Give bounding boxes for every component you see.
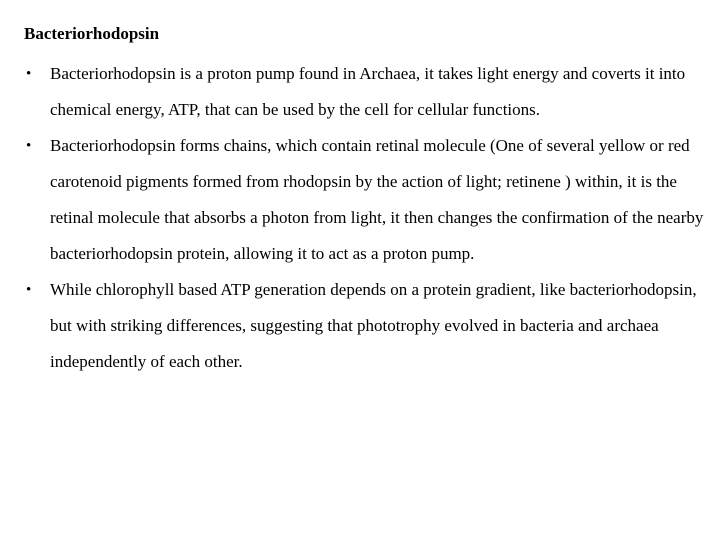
bullet-text: Bacteriorhodopsin forms chains, which contain retinal molecule (One of several yellow or red carotenoid pigments formed from rhodopsin by the action of light; retinene ) within, it is the retinal molecule that absorbs a photon from light, it then changes the confirmation of the nearby bacteriorhodopsin protein, allowing it to act as a proton pump. xyxy=(50,136,704,263)
bullet-item-1 xyxy=(24,56,704,128)
slide-title: Bacteriorhodopsin xyxy=(24,24,160,43)
bullet-dot-icon: • xyxy=(26,66,32,82)
bullet-item-2 xyxy=(24,128,704,272)
bullet-list xyxy=(24,56,704,380)
bullet-item-3 xyxy=(24,272,704,380)
bullet-text: While chlorophyll based ATP generation depends on a protein gradient, like bacteriorhodopsin, but with striking differences, suggesting that phototrophy evolved in bacteria and archaea independently of each other. xyxy=(50,280,697,371)
bullet-dot-icon: • xyxy=(26,138,32,154)
bullet-text: Bacteriorhodopsin is a proton pump found in Archaea, it takes light energy and coverts it into chemical energy, ATP, that can be used by the cell for cellular functions. xyxy=(50,64,686,119)
bullet-dot-icon: • xyxy=(26,282,32,298)
